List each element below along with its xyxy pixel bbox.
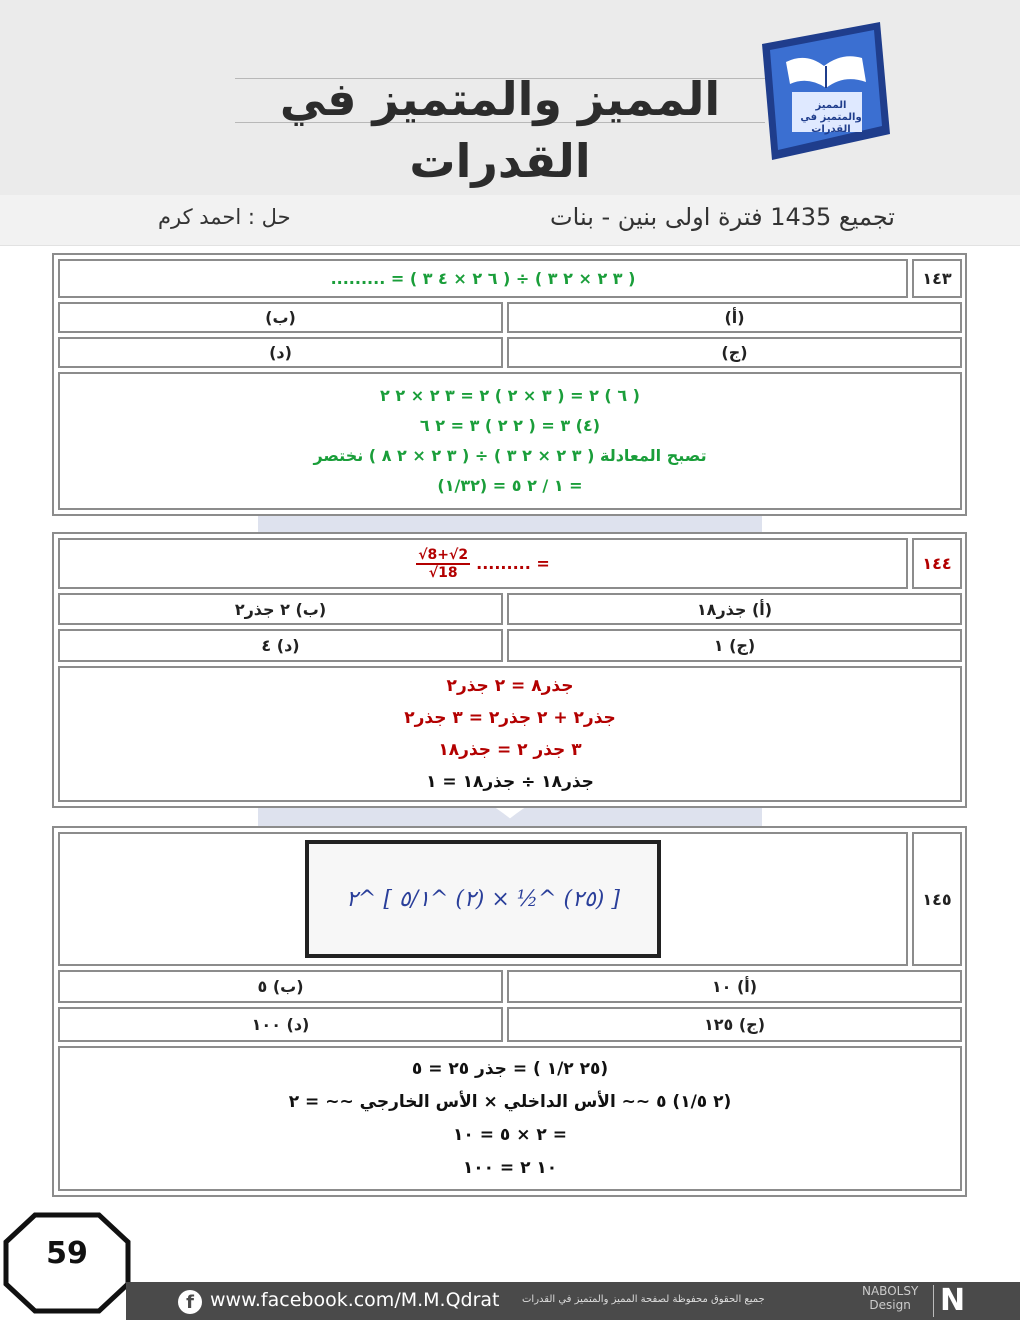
question-text [58,538,908,589]
option-a-label: (أ) جذر١٨ [696,599,773,619]
option-a[interactable] [507,302,962,333]
question-text [58,259,908,298]
fraction [416,547,470,581]
collection-title: تجميع 1435 فترة اولى بنين - بنات [550,203,895,231]
brand-separator [933,1285,934,1317]
question-number [912,259,962,298]
question-144-block [52,532,967,808]
option-a-label: (أ) ١٠ [711,977,758,996]
solution-line-2: (٢ ١/٥) ٥ ~~ الأس الداخلي × الأس الخارجي ~~ = ٢ [288,1091,732,1112]
solution-line-1: (٢٥ ١/٢ ) = جذر ٢٥ = ٥ [411,1058,609,1079]
option-c-label: (ج) [721,343,748,362]
option-c-label: (ج) ١ [713,636,756,655]
solution-line-4: جذر١٨ ÷ جذر١٨ = ١ [426,771,594,792]
option-c[interactable] [507,629,962,662]
subheader-bar [0,195,1020,246]
page-number: 59 [46,1236,88,1271]
solution-line-3: ٣ جذر ٢ = جذر١٨ [438,739,582,760]
solution-box [58,372,962,510]
option-d[interactable] [58,1007,503,1042]
solution-box [58,666,962,802]
option-d-label: (د) [269,343,292,362]
handwritten-question-image [305,840,661,958]
question-145-block [52,826,967,1197]
option-c[interactable] [507,1007,962,1042]
option-b[interactable] [58,302,503,333]
option-b-label: (ب) ٢ جذر٢ [234,599,327,619]
logo-caption: المميز والمتميز في القدرات [800,100,862,135]
option-c-label: (ج) ١٢٥ [703,1015,766,1034]
copyright-notice: جميع الحقوق محفوظة لصفحة المميز والمتميز في القدرات [522,1294,765,1305]
solution-line-2: جذر٢ + ٢ جذر٢ = ٣ جذر٢ [404,707,616,728]
solution-line-2: (٤) ٣ = ( ٢ ٢ ) ٣ = ٢ ٦ [419,416,601,435]
option-a-label: (أ) [724,308,745,327]
brand-line-1: NABOLSY [862,1284,919,1298]
question-143-block [52,253,967,516]
solution-line-3: تصبح المعادلة ( ٣ ٢ × ٢ ٣ ) ÷ ( ٣ ٢ × ٢ ٨ ) نختصر [313,446,707,465]
solution-line-4: = ١ / ٢ ٥ = (١/٣٢) [437,476,583,495]
option-b-label: (ب) ٥ [257,977,304,996]
option-d-label: (د) ١٠٠ [251,1015,310,1034]
option-b-label: (ب) [265,308,296,327]
option-a[interactable] [507,593,962,625]
fraction-denominator: √18 [428,564,458,581]
question-text [58,832,908,966]
facebook-icon[interactable]: f [178,1290,202,1314]
question-expression: ( ٣ ٢ × ٢ ٣ ) ÷ ( ٦ ٢ × ٤ ٣ ) = ......... [330,269,636,288]
book-logo [762,22,890,160]
brand-line-2: Design [869,1298,911,1312]
handwritten-expression: [ (٢٥) ^½ × (٢) ^٥/١ ] ^٢ [346,886,620,912]
solver-credit: حل : احمد كرم [158,205,291,229]
question-tail: = ......... [476,554,550,573]
solution-line-1: جذر٨ = ٢ جذر٢ [446,675,574,696]
question-number-text: ١٤٣ [922,269,952,288]
question-number [912,832,962,966]
designer-brand [862,1284,918,1312]
option-c[interactable] [507,337,962,368]
solution-box [58,1046,962,1191]
option-d[interactable] [58,629,503,662]
option-a[interactable] [507,970,962,1003]
facebook-link[interactable]: www.facebook.com/M.M.Qdrat [210,1289,500,1311]
option-b[interactable] [58,970,503,1003]
option-b[interactable] [58,593,503,625]
fraction-numerator: √8+√2 [418,546,469,563]
question-number-text: ١٤٥ [922,889,952,909]
option-d-label: (د) ٤ [261,636,300,655]
site-title: المميز والمتميز في القدرات [279,72,721,188]
question-number [912,538,962,589]
solution-line-3: = ٢ × ٥ = ١٠ [453,1124,567,1145]
brand-letter: N [940,1283,966,1318]
question-number-text: ١٤٤ [922,554,952,573]
solution-line-1: ( ٦ ) ٢ = ( ٣ × ٢ ) ٢ = ٣ ٢ × ٢ ٢ [380,386,640,405]
option-d[interactable] [58,337,503,368]
solution-line-4: ١٠ ٢ = ١٠٠ [462,1157,558,1178]
